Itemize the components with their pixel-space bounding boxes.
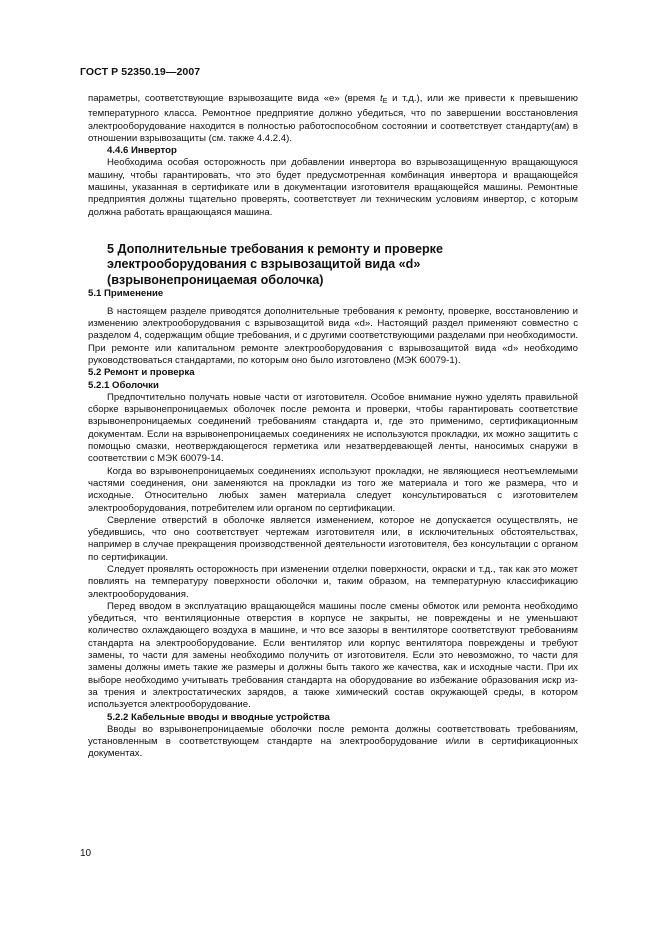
section-5-2-1-paragraph-3: Сверление отверстий в оболочке является изменением, которое не допускается осуществлять, не убедившись, что оно соответствует чертежам изготовителя или, в исключительных обстоятельствах, например в случае прекращения производственной деятельности изготовителя, без консультации с органом по сертификации. [88,514,578,563]
section-4-4-6-text: Необходима особая осторожность при добавлении инвертора во взрывозащищенную вращающуюся машину, чтобы гарантировать, что это будет предусмотренная комбинация инвертора и вращающейся машины, указанная в сертификате или в документации изготовителя вращающейся машины. Ремонтные предприятия должны тщательно проверять, соответствует ли техническим условиям инвертор, с которым должна работать вращающаяся машина. [88,157,578,218]
page-number: 10 [80,848,92,859]
section-5-2-heading: 5.2 Ремонт и проверка [88,367,195,379]
section-4-4-6-heading: 4.4.6 Инвертор [107,145,177,157]
intro-paragraph [88,93,578,145]
section-5-2-1-paragraph-4: Следует проявлять осторожность при изменении отделки поверхности, окраски и т.д., так как это может повлиять на температуру поверхности оболочки и, таким образом, на температурную классификацию электрооборудования. [88,564,578,600]
section-5-2-1-paragraph-2: Когда во взрывонепроницаемых соединениях используют прокладки, не являющиеся неотъемлемыми частями соединения, они заменяются на прокладки из того же материала и того же размера, что и исходные. Относительно любых замен материала следует консультироваться с изготовителем электрооборудования, потребителем или органом по сертификации. [88,465,578,514]
intro-text-part-2: и т.д.), или же привести к превышению температурного класса. Ремонтное предприятие должно убедиться, что по завершении восстановления электрооборудование находится в полностью работоспособном состоянии и соответствует стандарту(ам) в отношении взрывозащиты (см. также 4.4.2.4). [88,93,578,144]
section-5-heading [107,242,578,289]
time-variable-subscript: E [382,98,388,105]
document-body [88,93,578,761]
section-5-2-1-paragraph-1: Предпочтительно получать новые части от изготовителя. Особое внимание нужно уделять правильной сборке взрывонепроницаемых оболочек после ремонта и проверки, чтобы гарантировать соответствие взрывонепроницаемых соединений требованиям стандарта и, где это применимо, сертификационным документам. Если на взрывонепроницаемых соединениях не используются прокладки, их можно защитить с помощью смазки, неотверждающегося герметика или незатвердевающей ленты, наносимых снаружи в соответствии с МЭК 60079-14. [88,391,578,465]
section-5-2-1-paragraph-5: Перед вводом в эксплуатацию вращающейся машины после смены обмоток или ремонта необходимо убедиться, что вентиляционные отверстия в корпусе не закрыты, не повреждены и не уменьшают количество охлаждающего воздуха в машине, и что все зазоры в вентиляторе соответствуют требованиям стандарта на электрооборудование. Если вентилятор или корпус вентилятора повреждены и требуют замены, то части для замены необходимо получить от изготовителя. Если это невозможно, то части для замены должны иметь такие же размеры и должны быть такого же качества, как и исходные части. При их выборе необходимо учитывать требования стандарта на оборудование во избежание образования искр из-за трения и электростатических зарядов, а также химический состав окружающей среды, в котором используется электрооборудование. [88,600,578,711]
section-5-2-2-heading: 5.2.2 Кабельные вводы и вводные устройства [107,711,330,723]
time-variable: t [380,93,383,104]
section-5-1-text: В настоящем разделе приводятся дополнительные требования к ремонту, проверке, восстановлению и изменению электрооборудования с взрывозащитой вида «d». Настоящий раздел применяют совместно с разделом 4, содержащим общие требования, и с другими соответствующими разделами при необходимости. При ремонте или капитальном ремонте электрооборудования с взрывозащитой вида «d» необходимо руководствоваться стандартами, по которым оно было изготовлено (МЭК 60079-1). [88,305,578,366]
section-5-2-1-heading: 5.2.1 Оболочки [88,379,159,391]
intro-text-part-1: параметры, соответствующие взрывозащите вида «е» (время [88,93,381,104]
section-5-heading-line-3: (взрывонепроницаемая оболочка) [107,272,324,287]
section-5-heading-line-1: 5 Дополнительные требования к ремонту и проверке [107,241,443,256]
section-5-2-2-text: Вводы во взрывонепроницаемые оболочки после ремонта должны соответствовать требованиям, установленным в соответствующем стандарте на электрооборудование и/или в сертификационных документах. [88,723,578,760]
document-header: ГОСТ Р 52350.19—2007 [80,66,201,78]
section-5-heading-line-2: электрооборудования с взрывозащитой вида «d» [107,257,421,272]
section-5-1-heading: 5.1 Применение [88,288,164,300]
